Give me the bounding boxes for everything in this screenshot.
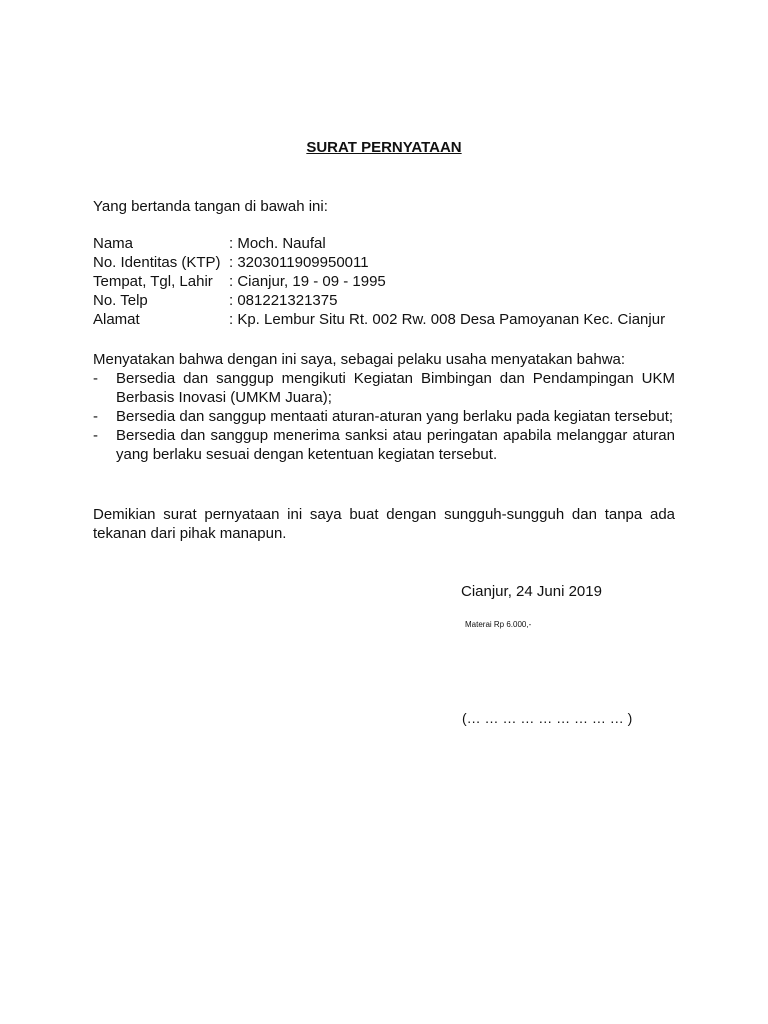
declaration-list <box>93 369 675 464</box>
identity-row-birth <box>93 272 693 291</box>
stamp-note: Materai Rp 6.000,- <box>465 620 532 629</box>
document-title: SURAT PERNYATAAN <box>306 139 462 156</box>
intro-text: Yang bertanda tangan di bawah ini: <box>93 198 328 215</box>
bullet-text: Bersedia dan sanggup mentaati aturan-aturan yang berlaku pada kegiatan tersebut; <box>116 408 674 425</box>
declaration-text: Menyatakan bahwa dengan ini saya, sebagai pelaku usaha menyatakan bahwa: <box>93 351 626 368</box>
bullet-dash: - <box>93 370 98 387</box>
list-item <box>93 407 675 426</box>
identity-value: : 081221321375 <box>229 292 338 309</box>
identity-label: Alamat <box>93 311 140 328</box>
identity-block <box>93 234 693 329</box>
closing-text: Demikian surat pernyataan ini saya buat dengan sungguh-sungguh dan tanpa ada tekanan dari pihak manapun. <box>93 506 675 542</box>
identity-row-address <box>93 310 693 329</box>
identity-row-phone <box>93 291 693 310</box>
identity-value: : Kp. Lembur Situ Rt. 002 Rw. 008 Desa Pamoyanan Kec. Cianjur <box>229 311 666 328</box>
identity-label: Nama <box>93 235 134 252</box>
bullet-dash: - <box>93 427 98 444</box>
bullet-text: Bersedia dan sanggup mengikuti Kegiatan Bimbingan dan Pendampingan UKM Berbasis Inovasi (UMKM Juara); <box>116 370 675 406</box>
signature-line: (… … … … … … … … … ) <box>462 710 633 726</box>
identity-value: : 3203011909950011 <box>229 254 369 271</box>
identity-value: : Moch. Naufal <box>229 235 326 252</box>
identity-value: : Cianjur, 19 - 09 - 1995 <box>229 273 386 290</box>
bullet-dash: - <box>93 408 98 425</box>
bullet-text: Bersedia dan sanggup menerima sanksi atau peringatan apabila melanggar aturan yang berlaku sesuai dengan ketentuan kegiatan tersebut. <box>116 427 675 463</box>
identity-label: No. Telp <box>93 292 148 309</box>
identity-label: Tempat, Tgl, Lahir <box>93 273 213 290</box>
list-item <box>93 369 675 407</box>
identity-row-name <box>93 234 693 253</box>
identity-row-ktp <box>93 253 693 272</box>
place-date: Cianjur, 24 Juni 2019 <box>461 583 602 600</box>
list-item <box>93 426 675 464</box>
identity-label: No. Identitas (KTP) <box>93 254 221 271</box>
